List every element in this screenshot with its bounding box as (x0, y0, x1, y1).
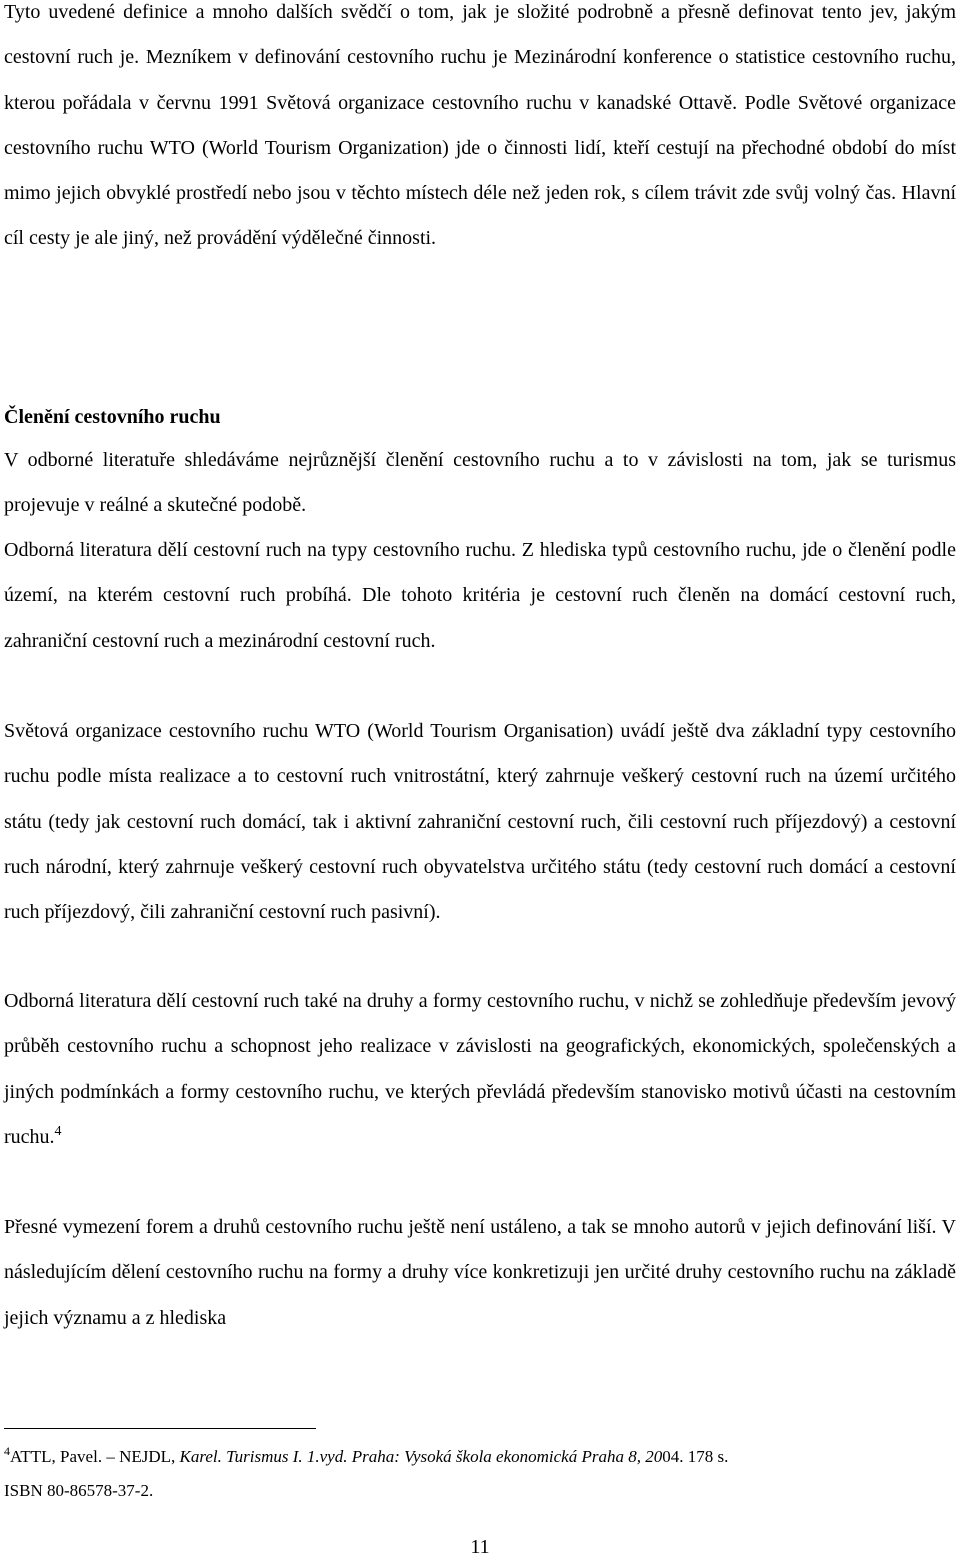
paragraph-definition-variance (4, 1205, 956, 1341)
paragraph-literature (4, 438, 956, 529)
footnote-isbn: ISBN 80-86578-37-2. (4, 1481, 154, 1500)
paragraph-text: Odborná literatura dělí cestovní ruch na typy cestovního ruchu. Z hlediska typů cestovního ruchu, jde o členění podle území, na kterém cestovní ruch probíhá. Dle tohoto kritéria je cestovní ruch členěn na domácí cestovní ruch, zahraniční cestovní ruch a mezinárodní cestovní ruch. (4, 539, 956, 652)
page-number: 11 (470, 1536, 490, 1558)
footnote (4, 1440, 956, 1508)
section-heading: Členění cestovního ruchu (4, 406, 221, 428)
footnote-reference[interactable]: 4 (54, 1123, 62, 1139)
paragraph-wto (4, 709, 956, 935)
paragraph-types (4, 528, 956, 664)
paragraph-text: Světová organizace cestovního ruchu WTO (World Tourism Organisation) uvádí ještě dva základní typy cestovního ruchu podle místa realizace a to cestovní ruch vnitrostátní, který zahrnuje veškerý cestovní ruch na území určitého státu (tedy jak cestovní ruch domácí, tak i aktivní zahraniční cestovní ruch, čili cestovní ruch příjezdový) a cestovní ruch národní, který zahrnuje veškerý cestovní ruch obyvatelstva určitého státu (tedy cestovní ruch domácí a cestovní ruch příjezdový, čili zahraniční cestovní ruch pasivní). (4, 720, 956, 924)
footnote-title: Karel. Turismus I. 1.vyd. Praha: Vysoká škola ekonomická Praha 8, 20 (179, 1447, 663, 1466)
paragraph-text: Tyto uvedené definice a mnoho dalších svědčí o tom, jak je složité podrobně a přesně definovat tento jev, jakým cestovní ruch je. Mezníkem v definování cestovního ruchu je Mezinárodní konference o statistice cestovního ruchu, kterou pořádala v červnu 1991 Světová organizace cestovního ruchu v kanadské Ottavě. Podle Světové organizace cestovního ruchu WTO (World Tourism Organization) jde o činnosti lidí, kteří cestují na přechodné období do míst mimo jejich obvyklé prostředí nebo jsou v těchto místech déle než jeden rok, s cílem trávit zde svůj volný čas. Hlavní cíl cesty je ale jiný, než provádění výdělečné činnosti. (4, 1, 956, 250)
footnote-separator (4, 1428, 316, 1429)
footnote-pages: 04. 178 s. (662, 1447, 729, 1466)
paragraph-text: Odborná literatura dělí cestovní ruch také na druhy a formy cestovního ruchu, v nichž se zohledňuje především jevový průběh cestovního ruchu a schopnost jeho realizace v závislosti na geografických, ekonomických, společenských a jiných podmínkách a formy cestovního ruchu, ve kterých převládá především stanovisko motivů účasti na cestovním ruchu. (4, 990, 956, 1148)
paragraph-text: Přesné vymezení forem a druhů cestovního ruchu ještě není ustáleno, a tak se mnoho autorů v jejich definování liší. V následujícím dělení cestovního ruchu na formy a druhy více konkretizuji jen určité druhy cestovního ruchu na základě jejich významu a z hlediska (4, 1216, 956, 1329)
footnote-number: 4 (4, 1444, 10, 1458)
paragraph-definitions (4, 0, 956, 262)
footnote-citation (4, 1440, 956, 1474)
paragraph-forms (4, 979, 956, 1160)
footnote-authors: ATTL, Pavel. – NEJDL, (10, 1447, 180, 1466)
paragraph-text: V odborné literatuře shledáváme nejrůznější členění cestovního ruchu a to v závislosti na tom, jak se turismus projevuje v reálné a skutečné podobě. (4, 449, 956, 517)
